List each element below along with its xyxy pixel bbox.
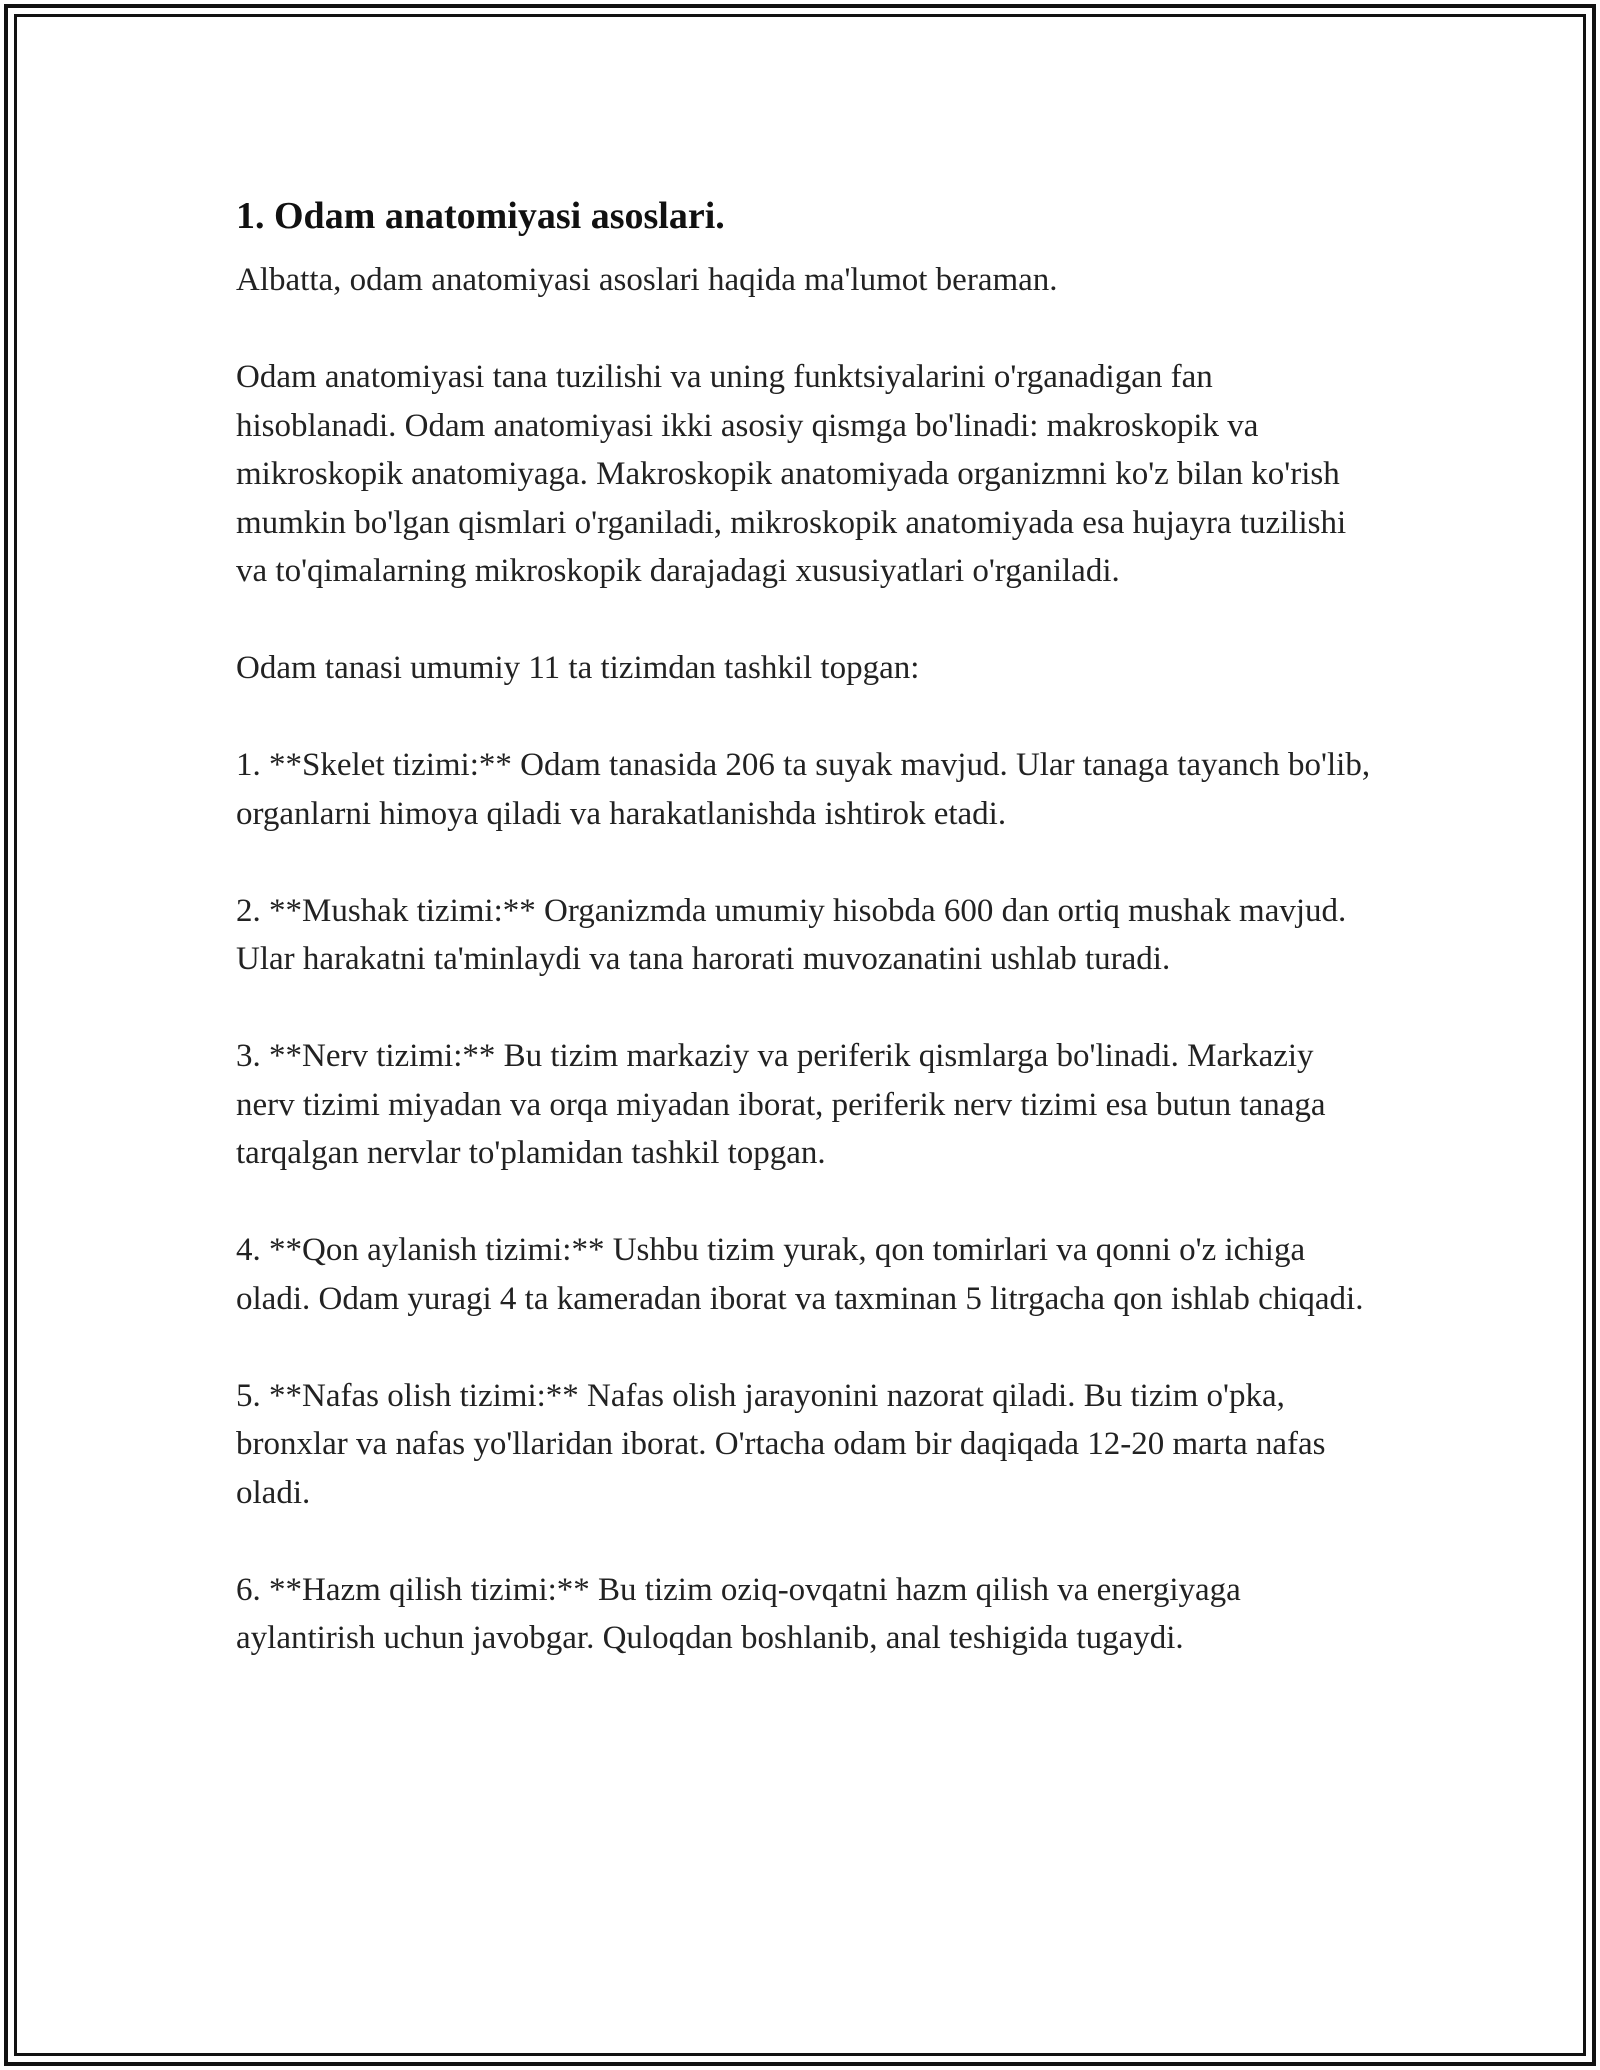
document-title: 1. Odam anatomiyasi asoslari.: [236, 195, 725, 237]
paragraph-spacer: [236, 1517, 1376, 1566]
paragraph-spacer: [236, 693, 1376, 742]
paragraph-systems-count: Odam tanasi umumiy 11 ta tizimdan tashkil topgan:: [236, 650, 920, 686]
document-body: [236, 184, 1376, 1663]
paragraph-spacer: [236, 305, 1376, 354]
paragraph-spacer: [236, 596, 1376, 645]
list-item-nervous-system: 3. **Nerv tizimi:** Bu tizim markaziy va periferik qismlarga bo'linadi. Markaziy nerv tizimi miyadan va orqa miyadan iborat, periferik nerv tizimi esa butun tanaga tarqalgan nervlar to'plamidan tashkil topgan.: [236, 1038, 1326, 1171]
paragraph-spacer: [236, 838, 1376, 887]
paragraph-intro: Albatta, odam anatomiyasi asoslari haqida ma'lumot beraman.: [236, 262, 1058, 298]
paragraph-spacer: [236, 1178, 1376, 1227]
list-item-muscular-system: 2. **Mushak tizimi:** Organizmda umumiy hisobda 600 dan ortiq mushak mavjud. Ular harakatni ta'minlaydi va tana harorati muvozanatini ushlab turadi.: [236, 892, 1347, 977]
list-item-circulatory-system: 4. **Qon aylanish tizimi:** Ushbu tizim yurak, qon tomirlari va qonni o'z ichiga oladi. Odam yuragi 4 ta kameradan iborat va taxminan 5 litrgacha qon ishlab chiqadi.: [236, 1232, 1364, 1317]
list-item-respiratory-system: 5. **Nafas olish tizimi:** Nafas olish jarayonini nazorat qiladi. Bu tizim o'pka, bronxlar va nafas yo'llaridan iborat. O'rtacha odam bir daqiqada 12-20 marta nafas oladi.: [236, 1377, 1326, 1511]
paragraph-anatomy-definition: Odam anatomiyasi tana tuzilishi va uning funktsiyalarini o'rganadigan fan hisoblanadi. Odam anatomiyasi ikki asosiy qismga bo'linadi: makroskopik va mikroskopik anatomiyaga. Makroskopik anatomiyada organizmni ko'z bilan ko'rish mumkin bo'lgan qismlari o'rganiladi, mikroskopik anatomiyada esa hujayra tuzilishi va to'qimalarning mikroskopik darajadagi xususiyatlari o'rganiladi.: [236, 359, 1347, 589]
paragraph-spacer: [236, 984, 1376, 1033]
paragraph-spacer: [236, 1323, 1376, 1372]
list-item-digestive-system: 6. **Hazm qilish tizimi:** Bu tizim oziq-ovqatni hazm qilish va energiyaga aylantirish uchun javobgar. Quloqdan boshlanib, anal teshigida tugaydi.: [236, 1571, 1241, 1656]
list-item-skeletal-system: 1. **Skelet tizimi:** Odam tanasida 206 ta suyak mavjud. Ular tanaga tayanch bo'lib, organlarni himoya qiladi va harakatlanishda ishtirok etadi.: [236, 747, 1371, 832]
